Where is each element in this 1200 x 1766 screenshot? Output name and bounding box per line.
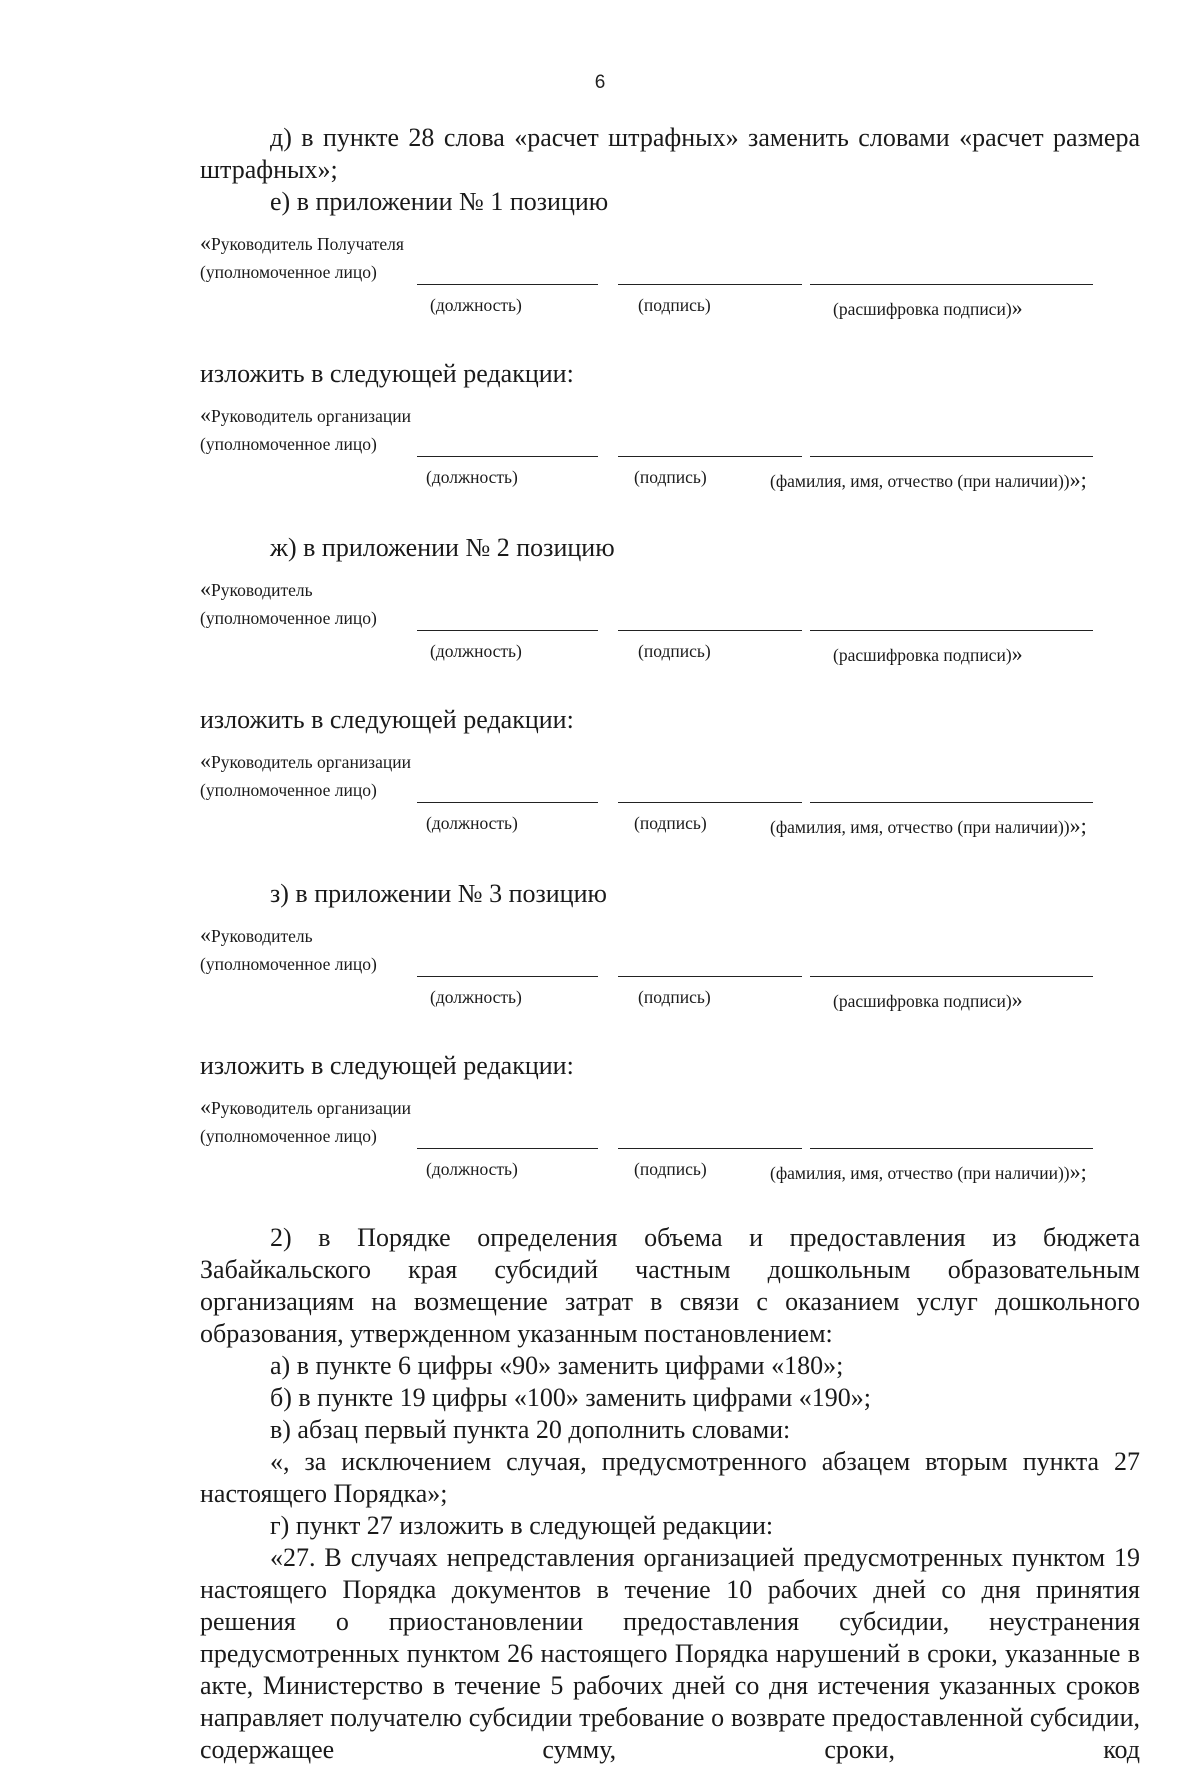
signature-block-new-2 [200, 738, 1140, 878]
signature-subtitle: (уполномоченное лицо) [200, 780, 377, 800]
page-number: 6 [594, 72, 606, 93]
paragraph-2g: г) пункт 27 изложить в следующей редакции: [270, 1511, 774, 1540]
caption-signature: (подпись) [634, 813, 707, 833]
paragraph-2: 2) в Порядке определения объема и предоставления из бюджета Забайкальского края субсидий частным дошкольным образовательным организациям на возмещение затрат в связи с оказанием услуг дошкольного образования, утвержденном указанным постановлением: [200, 1223, 1140, 1348]
caption-name: (фамилия, имя, отчество (при наличии))»; [770, 467, 1087, 492]
caption-position: (должность) [430, 641, 522, 661]
caption-name: (расшифровка подписи)» [833, 987, 1023, 1012]
caption-position: (должность) [426, 467, 518, 487]
caption-position: (должность) [426, 813, 518, 833]
signature-title-line: «Руководитель организации [200, 402, 411, 427]
signature-line [618, 284, 802, 285]
signature-block-old-2 [200, 566, 1140, 704]
signature-subtitle: (уполномоченное лицо) [200, 262, 377, 282]
redaction-line-2: изложить в следующей редакции: [200, 705, 574, 734]
signature-subtitle: (уполномоченное лицо) [200, 608, 377, 628]
caption-name: (расшифровка подписи)» [833, 295, 1023, 320]
position-line [417, 802, 598, 803]
name-line [810, 284, 1093, 285]
caption-position: (должность) [430, 987, 522, 1007]
position-line [417, 456, 598, 457]
signature-title-line: «Руководитель [200, 922, 313, 947]
caption-name: (фамилия, имя, отчество (при наличии))»; [770, 813, 1087, 838]
redaction-line-1: изложить в следующей редакции: [200, 359, 574, 388]
signature-title-line: «Руководитель [200, 576, 313, 601]
position-line [417, 976, 598, 977]
signature-subtitle: (уполномоченное лицо) [200, 434, 377, 454]
paragraph-2v-quote: «, за исключением случая, предусмотренного абзацем вторым пункта 27 настоящего Порядка»; [200, 1447, 1140, 1508]
name-line [810, 802, 1093, 803]
caption-position: (должность) [430, 295, 522, 315]
name-line [810, 976, 1093, 977]
signature-block-old-1 [200, 220, 1140, 358]
signature-subtitle: (уполномоченное лицо) [200, 1126, 377, 1146]
signature-title-line: «Руководитель Получателя [200, 230, 404, 255]
signature-title-line: «Руководитель организации [200, 748, 411, 773]
signature-block-new-1 [200, 392, 1140, 532]
caption-signature: (подпись) [638, 987, 711, 1007]
caption-name: (расшифровка подписи)» [833, 641, 1023, 666]
paragraph-2a: а) в пункте 6 цифры «90» заменить цифрами «180»; [270, 1351, 844, 1380]
name-line [810, 456, 1093, 457]
paragraph-2b: б) в пункте 19 цифры «100» заменить цифрами «190»; [270, 1383, 871, 1412]
signature-line [618, 976, 802, 977]
signature-block-old-3 [200, 912, 1140, 1050]
document-body [200, 122, 1140, 1766]
position-line [417, 630, 598, 631]
paragraph-27: «27. В случаях непредставления организацией предусмотренных пунктом 19 настоящего Порядка документов в течение 10 рабочих дней со дня принятия решения о приостановлении предоставления субсидии, неустранения предусмотренных пунктом 26 настоящего Порядка нарушений в сроки, указанные в акте, Министерство в течение 5 рабочих дней со дня истечения указанных сроков направляет получателю субсидии требование о возврате предоставленной субсидии, содержащее сумму, сроки, код [200, 1543, 1140, 1764]
position-line [417, 284, 598, 285]
name-line [810, 1148, 1093, 1149]
signature-block-new-3 [200, 1084, 1140, 1222]
signature-line [618, 802, 802, 803]
caption-signature: (подпись) [638, 295, 711, 315]
caption-signature: (подпись) [634, 467, 707, 487]
redaction-line-3: изложить в следующей редакции: [200, 1051, 574, 1080]
signature-line [618, 456, 802, 457]
signature-line [618, 630, 802, 631]
paragraph-zh: ж) в приложении № 2 позицию [270, 533, 615, 562]
paragraph-z: з) в приложении № 3 позицию [270, 879, 607, 908]
signature-subtitle: (уполномоченное лицо) [200, 954, 377, 974]
caption-signature: (подпись) [638, 641, 711, 661]
caption-position: (должность) [426, 1159, 518, 1179]
position-line [417, 1148, 598, 1149]
signature-title-line: «Руководитель организации [200, 1094, 411, 1119]
caption-name: (фамилия, имя, отчество (при наличии))»; [770, 1159, 1087, 1184]
paragraph-d: д) в пункте 28 слова «расчет штрафных» заменить словами «расчет размера штрафных»; [200, 123, 1140, 184]
caption-signature: (подпись) [634, 1159, 707, 1179]
paragraph-2v: в) абзац первый пункта 20 дополнить словами: [270, 1415, 791, 1444]
paragraph-e: е) в приложении № 1 позицию [270, 187, 609, 216]
signature-line [618, 1148, 802, 1149]
name-line [810, 630, 1093, 631]
